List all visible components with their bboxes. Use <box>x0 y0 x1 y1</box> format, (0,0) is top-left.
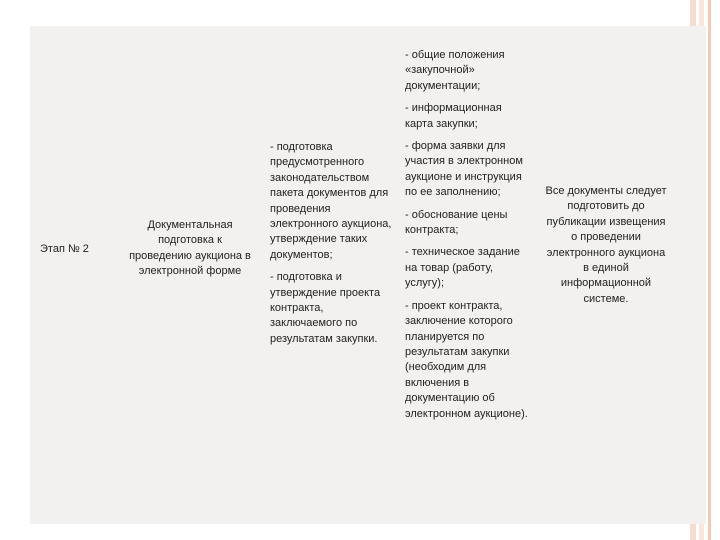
action-line: - подготовка <box>270 141 333 153</box>
action-line: результатам закупки. <box>270 332 378 345</box>
document-line: - форма заявки для <box>405 140 506 153</box>
document-line: планируется по <box>405 330 485 343</box>
document-line: - общие положения <box>405 49 505 61</box>
action-line: законодательством <box>270 171 370 184</box>
document-line: карта закупки; <box>405 117 478 130</box>
stage-name-line: подготовка к <box>158 234 222 247</box>
stage-name-line: Документальная <box>147 219 233 231</box>
action-line: заключаемого по <box>270 317 358 330</box>
action-line: - подготовка и <box>270 271 342 284</box>
document-line: аукционе и инструкция <box>405 170 522 183</box>
document-item <box>405 101 555 132</box>
document-line: (необходим для <box>405 361 487 374</box>
stage-name-line: электронной форме <box>138 265 242 278</box>
action-item <box>270 140 420 263</box>
document-item <box>405 299 555 422</box>
action-line: электронного аукциона, <box>270 218 392 231</box>
actions-cell <box>270 140 420 347</box>
document-line: - техническое задание <box>405 246 520 259</box>
document-line: электронном аукционе). <box>405 407 528 420</box>
note-cell <box>534 184 678 307</box>
document-line: документацию об <box>405 392 495 405</box>
action-line: документов; <box>270 248 333 261</box>
action-item <box>270 270 420 347</box>
action-line: предусмотренного <box>270 156 365 169</box>
document-item <box>405 208 555 239</box>
note-line: системе. <box>583 292 629 305</box>
action-line: пакета документов для <box>270 187 389 200</box>
document-line: - информационная <box>405 102 502 115</box>
document-line: «закупочной» <box>405 64 475 77</box>
action-line: проведения <box>270 202 331 215</box>
document-item <box>405 245 555 291</box>
stage-label: Этап № 2 <box>40 243 89 255</box>
document-line: на товар (работу, <box>405 261 493 274</box>
note-line: о проведении <box>571 231 641 244</box>
document-line: включения в <box>405 376 470 389</box>
note-line: Все документы следует <box>545 185 667 197</box>
stage-name-cell <box>112 218 268 280</box>
document-item <box>405 139 555 201</box>
note-line: в единой <box>583 262 629 275</box>
document-line: документации; <box>405 79 481 92</box>
note-line: электронного аукциона <box>546 246 666 259</box>
document-line: по ее заполнению; <box>405 186 501 199</box>
document-line: - обоснование цены <box>405 208 508 221</box>
note-line: подготовить до <box>567 200 645 213</box>
decorative-stripe-3 <box>708 0 711 540</box>
document-line: участия в электронном <box>405 155 523 168</box>
action-line: утверждение таких <box>270 233 368 246</box>
note-line: информационной <box>560 277 652 290</box>
document-line: услугу); <box>405 277 445 290</box>
documents-cell <box>405 48 555 422</box>
stage-name-line: проведению аукциона в <box>129 249 251 262</box>
note-line: публикации извещения <box>546 215 666 228</box>
document-line: результатам закупки <box>405 345 510 358</box>
document-line: заключение которого <box>405 315 513 328</box>
action-line: контракта, <box>270 302 324 315</box>
action-line: утверждение проекта <box>270 286 381 299</box>
document-line: - проект контракта, <box>405 299 503 312</box>
document-item <box>405 48 555 94</box>
document-line: контракта; <box>405 224 459 237</box>
